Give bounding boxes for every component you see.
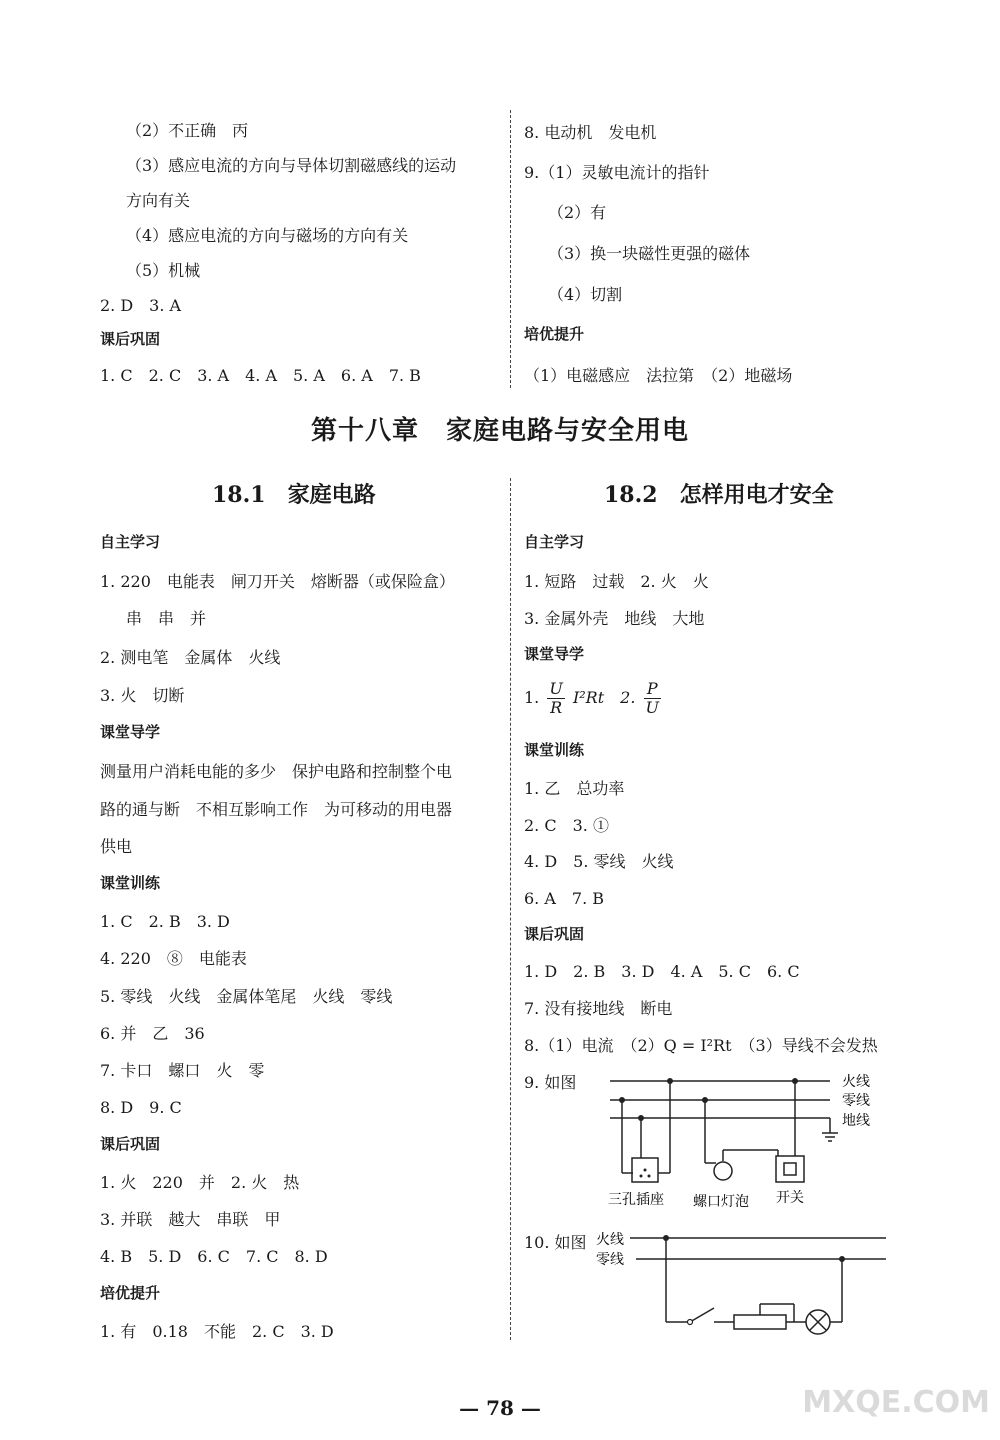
answer-line: （4）切割: [548, 285, 623, 304]
switch: [776, 1156, 804, 1182]
answer-line: 8. D 9. C: [100, 1098, 182, 1117]
socket-hole: [640, 1175, 643, 1178]
fraction-u-over-r: [547, 680, 564, 717]
watermark: MXQE.COM: [802, 1385, 990, 1420]
junction-dot: [619, 1097, 625, 1103]
live-wire-label: 火线: [842, 1074, 870, 1090]
answer-line: （5）机械: [126, 261, 201, 280]
live-wire-label: 火线: [596, 1232, 624, 1248]
column-divider: [510, 478, 511, 1340]
answer-line: 1. 火 220 并 2. 火 热: [100, 1173, 300, 1192]
junction-dot: [663, 1235, 669, 1241]
formula-line: [524, 680, 664, 717]
section-heading: 自主学习: [100, 533, 161, 551]
answer-line: 5. 零线 火线 金属体笔尾 火线 零线: [100, 987, 393, 1006]
switch-toggle: [784, 1163, 796, 1175]
fraction-denominator: R: [550, 698, 563, 717]
section-heading: 培优提升: [100, 1284, 161, 1302]
answer-line: 测量用户消耗电能的多少 保护电路和控制整个电: [100, 762, 453, 781]
section-heading: 课后巩固: [100, 330, 161, 348]
fraction-p-over-u: [644, 680, 661, 717]
section-heading: 培优提升: [524, 325, 585, 343]
socket-label: 三孔插座: [608, 1192, 664, 1208]
junction-dot: [702, 1097, 708, 1103]
answer-line: 串 串 并: [126, 609, 207, 628]
junction-dot: [792, 1078, 798, 1084]
chapter-title: 第十八章 家庭电路与安全用电: [310, 416, 689, 446]
junction-dot: [839, 1256, 845, 1262]
answer-line: 4. B 5. D 6. C 7. C 8. D: [100, 1247, 328, 1266]
formula-text: I²Rt 2.: [572, 688, 636, 707]
answer-line: （2）不正确 丙: [126, 121, 249, 140]
answer-line: 1. 乙 总功率: [524, 779, 625, 798]
neutral-wire-label: 零线: [842, 1093, 870, 1109]
socket-hole: [648, 1175, 651, 1178]
answer-line: 7. 卡口 螺口 火 零: [100, 1061, 265, 1080]
answer-line: 2. C 3. ①: [524, 816, 609, 835]
answer-line: 1. C 2. C 3. A 4. A 5. A 6. A 7. B: [100, 366, 421, 385]
answer-line: 1. C 2. B 3. D: [100, 912, 230, 931]
socket-hole: [644, 1169, 647, 1172]
section-title-18-1: 18.1 家庭电路: [212, 482, 376, 508]
answer-line: 3. 金属外壳 地线 大地: [524, 609, 705, 628]
answer-line: 供电: [100, 837, 133, 856]
rheostat: [734, 1315, 786, 1329]
bulb-label: 螺口灯泡: [693, 1194, 749, 1210]
answer-line: 2. D 3. A: [100, 296, 182, 315]
section-title-18-2: 18.2 怎样用电才安全: [604, 482, 834, 508]
answer-line: 6. 并 乙 36: [100, 1024, 205, 1043]
section-heading: 自主学习: [524, 533, 585, 551]
answer-line: （4）感应电流的方向与磁场的方向有关: [126, 226, 409, 245]
answer-line: （3）换一块磁性更强的磁体: [548, 244, 751, 263]
answer-line: 8.（1）电流 （2）Q = I²Rt （3）导线不会发热: [524, 1036, 878, 1055]
answer-line: （3）感应电流的方向与导体切割磁感线的运动: [126, 156, 457, 175]
answer-line: 1. 短路 过载 2. 火 火: [524, 572, 709, 591]
fraction-numerator: U: [549, 679, 563, 698]
answer-line: 8. 电动机 发电机: [524, 123, 657, 142]
answer-line: 3. 并联 越大 串联 甲: [100, 1210, 281, 1229]
answer-line: 3. 火 切断: [100, 686, 185, 705]
section-heading: 课后巩固: [100, 1135, 161, 1153]
section-heading: 课后巩固: [524, 925, 585, 943]
screw-bulb: [714, 1162, 732, 1180]
fraction-numerator: P: [644, 680, 661, 699]
switch-contact: [688, 1320, 693, 1325]
answer-line: 9.（1）灵敏电流计的指针: [524, 163, 710, 182]
column-divider: [510, 110, 511, 388]
switch-label: 开关: [776, 1190, 804, 1206]
answer-line: 方向有关: [126, 191, 191, 210]
ground-wire-label: 地线: [842, 1113, 870, 1129]
answer-line: 7. 没有接地线 断电: [524, 999, 673, 1018]
section-heading: 课堂训练: [524, 741, 585, 759]
junction-dot: [667, 1078, 673, 1084]
wiring-diagram-q9: [590, 1068, 890, 1218]
answer-line: 9. 如图: [524, 1073, 577, 1092]
answer-line: 2. 测电笔 金属体 火线: [100, 648, 281, 667]
answer-line: 4. D 5. 零线 火线: [524, 852, 674, 871]
junction-dot: [638, 1115, 644, 1121]
answer-line: 10. 如图: [524, 1233, 587, 1252]
page-number: — 78 —: [459, 1396, 541, 1420]
answer-line: 路的通与断 不相互影响工作 为可移动的用电器: [100, 800, 453, 819]
section-heading: 课堂导学: [524, 645, 585, 663]
wiring-diagram-q10: [596, 1226, 896, 1346]
fraction-denominator: U: [645, 698, 659, 717]
section-heading: 课堂导学: [100, 723, 161, 741]
answer-number: 1.: [524, 688, 540, 707]
neutral-wire-label: 零线: [596, 1252, 624, 1268]
answer-line: 1. D 2. B 3. D 4. A 5. C 6. C: [524, 962, 800, 981]
section-heading: 课堂训练: [100, 874, 161, 892]
answer-line: 1. 有 0.18 不能 2. C 3. D: [100, 1322, 334, 1341]
answer-line: 4. 220 ⑧ 电能表: [100, 949, 247, 968]
answer-line: 1. 220 电能表 闸刀开关 熔断器（或保险盒）: [100, 572, 455, 591]
answer-line: 6. A 7. B: [524, 889, 605, 908]
answer-line: （1）电磁感应 法拉第 （2）地磁场: [524, 366, 793, 385]
answer-line: （2）有: [548, 203, 607, 222]
switch-blade: [690, 1308, 714, 1322]
